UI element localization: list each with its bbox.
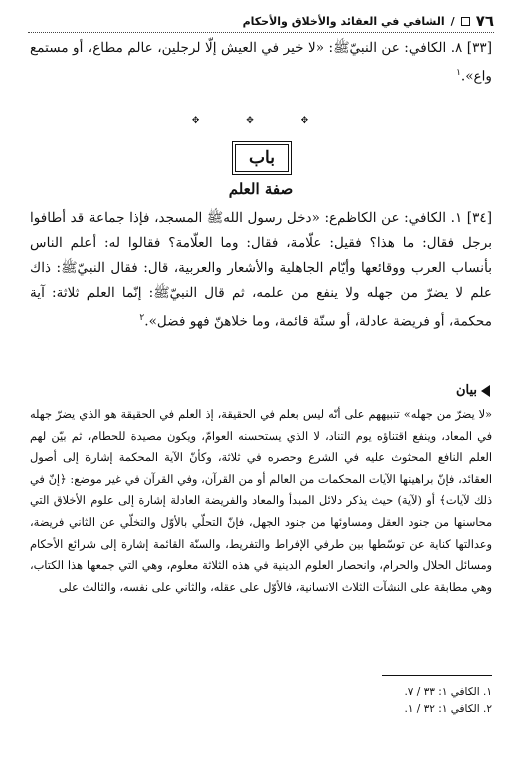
hadith-34-block: [30, 206, 492, 335]
bab-label: باب: [249, 148, 275, 168]
running-title: الشافي في العقائد والأخلاق والأحكام: [242, 14, 445, 28]
footnote-marker: ١: [456, 68, 461, 78]
hadith-33-text: [٣٣] ٨. الكافي: عن النبيّ‌ﷺ: «لا خير في العيش إلّا لرجلين، عالم مطاع، أو مستمع واع».: [30, 40, 493, 85]
bayan-heading-text: بيان: [455, 383, 477, 398]
bab-title: صفة العلم: [228, 180, 294, 198]
footnote-marker: ٢: [139, 313, 145, 323]
footnotes: [404, 684, 492, 718]
bayan-heading: [456, 383, 490, 398]
hadith-34-text: [٣٤] ١. الكافي: عن الكاظم‌ع: «دخل رسول الله‌ﷺ المسجد، فإذا جماعة قد أطافوا برجل فقال: ما هذا؟ فقيل: علّامة، فقال: وما العلّامة؟ فقالوا له: أعلم الناس بأنساب العرب ووقائعها وأيّام الجاهلية والأشعار والعربية، قال: فقال النبيّ‌ﷺ: ذاك علم لا يضرّ من جهله ولا ينفع من علمه، ثم قال النبيّ‌ﷺ: إنّما العلم ثلاثة: آية محكمة، أو فريضة عادلة، أو سنّة قائمة، وما خلاهنّ فهو فضل».: [30, 210, 493, 330]
section-separator: ✥ ✥ ✥: [191, 116, 331, 126]
running-header: ٧٦ / الشافي في العقائد والأخلاق والأحكام: [28, 10, 494, 33]
footnote-2: ٢. الكافي ١: ٣٢ / ١.: [404, 703, 492, 715]
hadith-34-paragraph: [30, 206, 492, 335]
page-number: ٧٦: [475, 12, 494, 30]
footnote-1: ١. الكافي ١: ٣٣ / ٧.: [404, 686, 492, 698]
triangle-pointer-icon: [481, 385, 490, 397]
bab-heading-box: [235, 144, 289, 172]
square-ornament-icon: [461, 17, 470, 26]
bayan-block: [30, 404, 492, 598]
hadith-33-paragraph: [30, 36, 492, 90]
bayan-text: «لا يضرّ من جهله» تنبيههم على أنّه ليس بعلم في الحقيقة، إذ العلم في الحقيقة هو الذي يضرّ جهله في المعاد، وينفع اقتناؤه يوم التناد، لا الذي يستحسنه العوامّ، ويكون مصيدة للحطام، ثم بيّن لهم العلم النافع المحثوث عليه في الشرع وحصره في ثلاثة، وكأنّ الآية المحكمة إشارة إلى أصول العقائد، فإنّ براهينها الآيات المحكمات من العالم أو من القرآن، وفي القرآن في غير موضع: ﴿إنّ في ذلك لآيات﴾ أو (لآية) حيث يذكر دلائل المبدأ والمعاد والفريضة العادلة إشارة إلى علوم الأخلاق التي محاسنها من جنود العقل ومساوئها من جنود الجهل، فإنّ التحلّي بالأوّل والتخلّي عن الثاني فريضة، وعدالتها كناية عن توسّطها بين طرفي الإفراط والتفريط، والسنّة القائمة إشارة إلى شرائع الأحكام ومسائل الحلال والحرام، وانحصار العلوم الدينية في هذه الثلاثة معلوم، وهي التي جمعها هذا الكتاب، وهي مطابقة على النشآت الثلاث الانسانية، فالأوّل على عقله، والثاني على نفسه، والثالث على: [30, 408, 492, 594]
hadith-33-block: [30, 36, 492, 90]
footnote-divider: [382, 675, 492, 676]
